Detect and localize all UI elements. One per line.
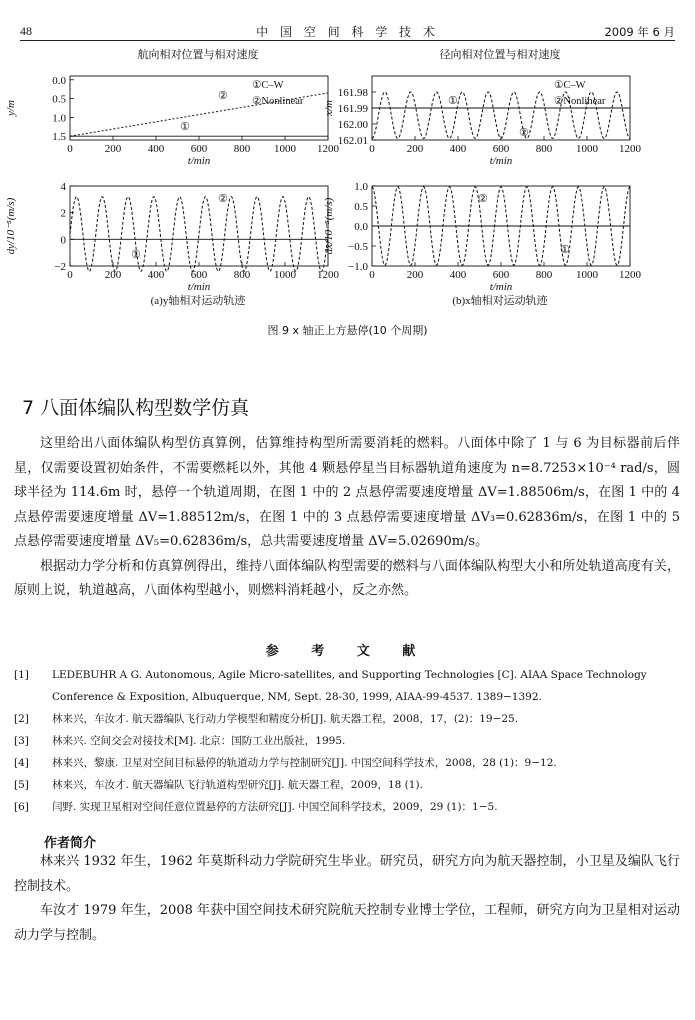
y-tick-label: 1.5	[52, 131, 66, 144]
x-tick-label: 800	[233, 269, 251, 281]
chart-title: 航向相对位置与相对速度	[137, 49, 259, 61]
reference-number: [2]	[14, 713, 29, 725]
y-tick-label: 161.99	[337, 103, 368, 115]
x-tick-label: 1200	[317, 269, 339, 281]
series-marker-2: ②	[218, 90, 228, 102]
y-tick-label: 162.01	[337, 135, 368, 147]
x-tick-label: 400	[147, 143, 165, 155]
paragraph: 根据动力学分析和仿真算例得出，维持八面体编队构型需要的燃料与八面体编队构型大小和所处轨道高度有关，原则上说，轨道越高，八面体构型越小，则燃料消耗越小，反之亦然。	[14, 558, 680, 598]
x-tick-label: 0	[369, 143, 375, 155]
series-marker-1: ①	[448, 95, 458, 107]
x-tick-label: 1000	[274, 143, 296, 155]
x-tick-label: 400	[147, 269, 165, 281]
chart-title: 径向相对位置与相对速度	[439, 49, 561, 61]
plot-frame	[70, 76, 328, 140]
reference-number: [4]	[14, 757, 29, 769]
x-tick-label: 600	[190, 269, 208, 281]
x-axis-label: t/min	[489, 155, 513, 167]
page-number: 48	[20, 24, 32, 38]
series-marker-2: ②	[478, 193, 488, 205]
reference-item	[14, 774, 680, 796]
x-tick-label: 800	[535, 143, 553, 155]
y-axis-label: y/m	[5, 100, 17, 116]
x-tick-label: 1200	[619, 269, 641, 281]
x-tick-label: 1200	[619, 143, 641, 155]
figure-9-charts	[0, 44, 695, 316]
y-tick-label: 162.00	[337, 119, 368, 131]
figure-caption: 图 9 x 轴正上方悬停(10 个周期)	[267, 324, 428, 337]
y-tick-label: 1.0	[52, 112, 66, 125]
paragraph: 这里给出八面体编队构型仿真算例，估算维持构型所需要消耗的燃料。八面体中除了 1 与 6 为目标器前后伴星，仅需要设置初始条件，不需要燃耗以外，其他 4 颗悬停星当目标器轨道角速度为 n=8.7253×10⁻⁴ rad/s，圆球半径为 114.6m 时，悬停一个轨道周期，在图 1 中的 2 点悬停需要速度增量 ΔV=1.88506m/s，在图 1 中的 4 点悬停需要速度增量 ΔV=1.88512m/s，在图 1 中的 3 点悬停需要速度增量 ΔV₃=0.62836m/s，在图 1 中的 5 点悬停需要速度增量 ΔV₅=0.62836m/s，总共需要速度增量 ΔV=5.02690m/s。	[14, 436, 680, 549]
y-tick-label: 2	[60, 207, 66, 220]
reference-item	[14, 664, 680, 708]
series-marker-2: ②	[519, 127, 529, 139]
x-tick-label: 600	[190, 143, 208, 155]
x-tick-label: 200	[104, 269, 122, 281]
author-intro	[14, 850, 680, 948]
x-tick-label: 200	[104, 143, 122, 155]
y-tick-label: −2	[54, 261, 66, 273]
issue-date: 2009 年 6 月	[604, 25, 675, 39]
series-marker-1: ①	[131, 249, 141, 261]
legend-entry: ②Nonlinear	[252, 96, 304, 107]
y-tick-label: 0.0	[354, 221, 368, 233]
x-tick-label: 1000	[576, 269, 598, 281]
y-tick-label: 0.5	[52, 93, 66, 106]
references-title: 参 考 文 献	[265, 644, 430, 659]
x-tick-label: 1000	[576, 143, 598, 155]
references-list	[14, 664, 680, 818]
section-title: 7 八面体编队构型数学仿真	[22, 397, 250, 419]
x-tick-label: 0	[67, 269, 73, 281]
x-tick-label: 1200	[317, 143, 339, 155]
x-tick-label: 1000	[274, 269, 296, 281]
series-marker-1: ①	[560, 244, 570, 256]
y-tick-label: 4	[60, 181, 66, 193]
y-tick-label: 161.98	[337, 87, 368, 99]
y-tick-label: −1.0	[348, 261, 368, 273]
author-intro-title: 作者简介	[44, 836, 97, 851]
x-axis-label: t/min	[187, 281, 211, 293]
x-tick-label: 200	[406, 143, 424, 155]
reference-text: 林来兴. 空间交会对接技术[M]. 北京：国防工业出版社，1995.	[52, 735, 346, 747]
x-tick-label: 800	[535, 269, 553, 281]
y-tick-label: 0.5	[354, 201, 368, 213]
series-marker-2: ②	[218, 193, 228, 205]
x-tick-label: 0	[369, 269, 375, 281]
reference-item	[14, 796, 680, 818]
y-axis-label: dx/10⁻⁵(m/s)	[323, 197, 335, 255]
body-text	[14, 432, 680, 604]
legend-entry: ①C–W	[252, 80, 284, 91]
x-tick-label: 400	[449, 143, 467, 155]
x-axis-label: t/min	[489, 281, 513, 293]
x-tick-label: 0	[67, 143, 73, 155]
journal-name: 中 国 空 间 科 学 技 术	[256, 25, 439, 39]
legend-entry: ②Nonlinear	[554, 96, 606, 107]
x-tick-label: 600	[492, 143, 510, 155]
x-tick-label: 400	[449, 269, 467, 281]
series-marker-1: ①	[180, 121, 190, 133]
reference-text: LEDEBUHR A G. Autonomous, Agile Micro-satellites, and Supporting Technologies [C]. AIAA Space Technology Conference & Exposition, Albuquerque, NM, Sept. 28-30, 1999, AIAA-99-4537. 1389−1392.	[52, 669, 647, 703]
x-tick-label: 600	[492, 269, 510, 281]
author-bio: 车汝才 1979 年生，2008 年获中国空间技术研究院航天控制专业博士学位，工程师，研究方向为卫星相对运动动力学与控制。	[14, 903, 680, 943]
subcaption-b: (b)x轴相对运动轨迹	[452, 295, 548, 307]
x-axis-label: t/min	[187, 155, 211, 167]
y-axis-label: x/m	[323, 100, 335, 116]
plot-frame	[70, 186, 328, 266]
reference-number: [3]	[14, 735, 29, 747]
reference-text: 林来兴，黎康. 卫星对空间目标悬停的轨道动力学与控制研究[J]. 中国空间科学技术，2008，28 (1)：9−12.	[52, 757, 557, 769]
y-tick-label: 0.0	[52, 74, 66, 87]
reference-item	[14, 708, 680, 730]
y-tick-label: −0.5	[348, 241, 368, 253]
reference-number: [5]	[14, 779, 29, 791]
page-header	[20, 22, 675, 41]
y-tick-label: 0	[60, 234, 66, 247]
reference-number: [1]	[14, 669, 29, 681]
author-bio: 林来兴 1932 年生，1962 年莫斯科动力学院研究生毕业。研究员，研究方向为航天器控制，小卫星及编队飞行控制技术。	[14, 854, 680, 894]
reference-text: 闫野. 实现卫星相对空间任意位置悬停的方法研究[J]. 中国空间科学技术，2009，29 (1)：1−5.	[52, 801, 498, 813]
x-tick-label: 800	[233, 143, 251, 155]
reference-number: [6]	[14, 801, 29, 813]
legend-entry: ①C–W	[554, 80, 586, 91]
y-tick-label: 1.0	[354, 181, 368, 193]
reference-item	[14, 752, 680, 774]
y-axis-label: dy/10⁻⁵(m/s)	[5, 197, 17, 255]
reference-text: 林来兴，车汝才. 航天器编队飞行动力学模型和精度分析[J]. 航天器工程，2008，17，(2)：19−25.	[52, 713, 519, 725]
x-tick-label: 200	[406, 269, 424, 281]
reference-item	[14, 730, 680, 752]
subcaption-a: (a)y轴相对运动轨迹	[150, 295, 246, 307]
reference-text: 林来兴，车汝才. 航天器编队飞行轨道构型研究[J]. 航天器工程，2009，18 (1).	[52, 779, 423, 791]
series-nonlinear-line	[70, 197, 328, 272]
